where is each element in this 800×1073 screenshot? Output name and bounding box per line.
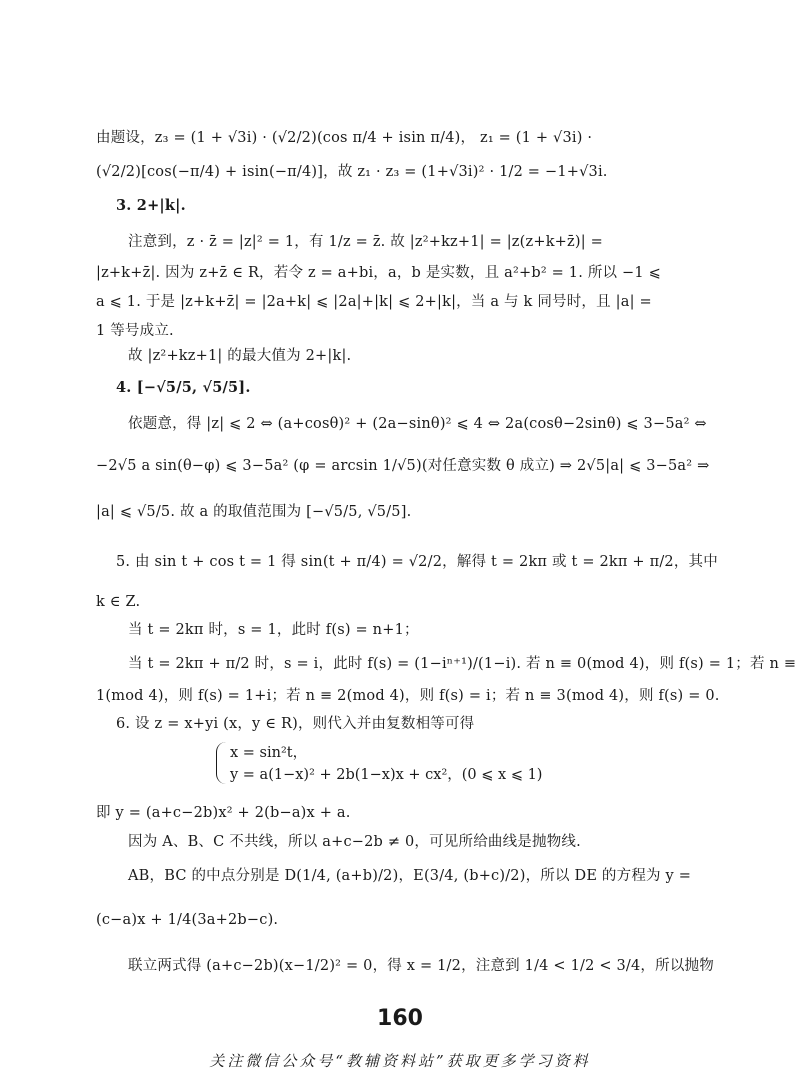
problem-6: 6. 设 z = x+yi (x，y ∈ R)，则代入并由复数相等可得 xyxy=(116,716,475,732)
text-line-7: 1 等号成立. xyxy=(96,323,174,339)
text-line-6: a ⩽ 1. 于是 |z+k+z̄| = |2a+k| ⩽ |2a|+|k| ⩽ 2+|k|，当 a 与 k 同号时，且 |a| = xyxy=(96,294,652,310)
footer-note: 关注微信公众号“教辅资料站”获取更多学习资料 xyxy=(209,1052,591,1070)
answer-3: 3. 2+|k|. xyxy=(116,197,186,214)
text-line-5: |z+k+z̄|. 因为 z+z̄ ∈ R，若令 z = a+bi，a，b 是实数，且 a²+b² = 1. 所以 −1 ⩽ xyxy=(96,265,661,281)
text-line-4: 注意到，z · z̄ = |z|² = 1，有 1/z = z̄. 故 |z²+kz+1| = |z(z+k+z̄)| = xyxy=(128,234,603,250)
text-line-22: 因为 A、B、C 不共线，所以 a+c−2b ≠ 0，可见所给曲线是抛物线. xyxy=(128,834,581,850)
text-line-10: 依题意，得 |z| ⩽ 2 ⇔ (a+cosθ)² + (2a−sinθ)² ⩽ 4 ⇔ 2a(cosθ−2sinθ) ⩽ 3−5a² ⇔ xyxy=(128,416,707,432)
text-line-11: −2√5 a sin(θ−φ) ⩽ 3−5a² (φ = arcsin 1/√5)(对任意实数 θ 成立) ⇒ 2√5|a| ⩽ 3−5a² ⇒ xyxy=(96,458,710,474)
system-eq-2: y = a(1−x)² + 2b(1−x)x + cx²，(0 ⩽ x ⩽ 1) xyxy=(230,767,543,783)
text-line-2: (√2/2)[cos(−π/4) + isin(−π/4)]，故 z₁ · z₃ = (1+√3i)² · 1/2 = −1+√3i. xyxy=(96,164,608,180)
text-line-15: 当 t = 2kπ 时，s = 1，此时 f(s) = n+1； xyxy=(128,622,419,638)
system-eq-1: x = sin²t， xyxy=(230,745,308,761)
text-line-21: 即 y = (a+c−2b)x² + 2(b−a)x + a. xyxy=(96,805,351,821)
text-line-12: |a| ⩽ √5/5. 故 a 的取值范围为 [−√5/5, √5/5]. xyxy=(96,504,412,520)
text-line-1: 由题设，z₃ = (1 + √3i) · (√2/2)(cos π/4 + isin π/4)， z₁ = (1 + √3i) · xyxy=(96,130,593,146)
page-number: 160 xyxy=(377,1006,423,1031)
text-line-8: 故 |z²+kz+1| 的最大值为 2+|k|. xyxy=(128,348,352,364)
text-line-14: k ∈ Z. xyxy=(96,594,141,610)
text-line-24: (c−a)x + 1/4(3a+2b−c). xyxy=(96,912,279,928)
text-line-25: 联立两式得 (a+c−2b)(x−1/2)² = 0，得 x = 1/2，注意到 1/4 < 1/2 < 3/4，所以抛物 xyxy=(128,958,714,974)
text-line-17: 1(mod 4)，则 f(s) = 1+i；若 n ≡ 2(mod 4)，则 f(s) = i；若 n ≡ 3(mod 4)，则 f(s) = 0. xyxy=(96,688,720,704)
text-line-23: AB，BC 的中点分别是 D(1/4, (a+b)/2)，E(3/4, (b+c)/2)，所以 DE 的方程为 y = xyxy=(128,868,692,884)
answer-4: 4. [−√5/5, √5/5]. xyxy=(116,379,251,396)
system-brace xyxy=(216,742,227,784)
problem-5: 5. 由 sin t + cos t = 1 得 sin(t + π/4) = √2/2，解得 t = 2kπ 或 t = 2kπ + π/2，其中 xyxy=(116,554,718,570)
text-line-16: 当 t = 2kπ + π/2 时，s = i，此时 f(s) = (1−iⁿ⁺¹)/(1−i). 若 n ≡ 0(mod 4)，则 f(s) = 1；若 n ≡ xyxy=(128,656,797,672)
